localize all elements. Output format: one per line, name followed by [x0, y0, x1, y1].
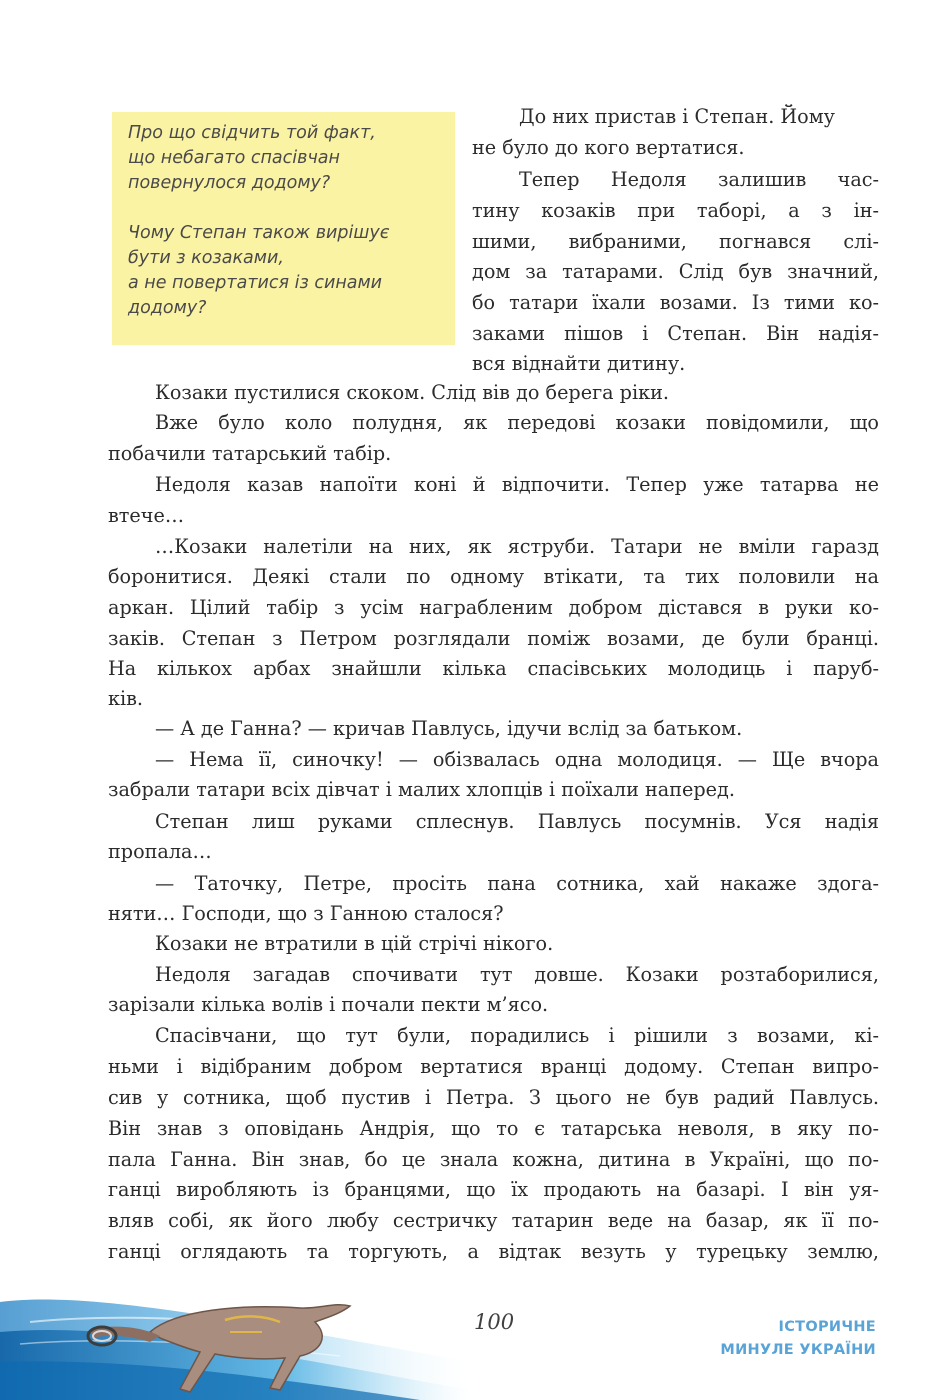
text-line: Він знав з оповідань Андрія, що то є татарська неволя, в яку по- [108, 1117, 879, 1140]
text-line: тину козаків при таборі, а з ін- [472, 199, 879, 222]
text-line: шими, вибраними, погнався слі- [472, 230, 879, 253]
text-line: забрали татари всіх дівчат і малих хлопців і поїхали наперед. [108, 778, 735, 801]
text-line: Тепер Недоля залишив час- [519, 168, 879, 191]
question-1: Про що свідчить той факт, що небагато спасівчан повернулося додому? [128, 123, 376, 193]
text-line: Недоля казав напоїти коні й відпочити. Тепер уже татарва не [155, 473, 879, 496]
text-line: дом за татарами. Слід був значний, [472, 260, 879, 283]
section-title [720, 1316, 876, 1362]
text-line: — Таточку, Петре, просіть пана сотника, хай накаже здога- [155, 872, 879, 895]
text-line: — Нема її, синочку! — обізвалась одна молодиця. — Ще вчора [155, 748, 879, 771]
text-line: …Козаки налетіли на них, як яструби. Татари не вміли гаразд [155, 535, 879, 558]
text-line: На кількох арбах знайшли кілька спасівських молодиць і паруб- [108, 657, 879, 680]
text-line: аркан. Цілий табір з усім награбленим добром дістався в руки ко- [108, 596, 879, 619]
section-title-line-2: МИНУЛЕ УКРАЇНИ [720, 1342, 876, 1358]
text-line: ків. [108, 687, 144, 710]
text-line: побачили татарський табір. [108, 442, 392, 465]
text-line: сив у сотника, щоб пустив і Петра. З цього не був радий Павлусь. [108, 1086, 879, 1109]
text-line: заками пішов і Степан. Він надія- [472, 322, 879, 345]
text-line: бо татари їхали возами. Із тими ко- [472, 291, 879, 314]
text-line: ньми і відібраним добром вертатися вранці додому. Степан випро- [108, 1055, 879, 1078]
text-line: — А де Ганна? — кричав Павлусь, ідучи вслід за батьком. [155, 717, 743, 740]
text-line: боронитися. Деякі стали по одному втікати, та тих половили на [108, 565, 879, 588]
text-line: ганці виробляють із бранцями, що їх продають на базарі. І він уя- [108, 1178, 879, 1201]
horse-rider-illustration [0, 1292, 470, 1400]
text-line: не було до кого вертатися. [472, 136, 745, 159]
page-number: 100 [474, 1310, 515, 1334]
text-line: Вже було коло полудня, як передові козаки повідомили, що [155, 411, 879, 434]
text-line: До них пристав і Степан. Йому [519, 105, 835, 128]
text-line: пропала… [108, 840, 212, 863]
text-line: пала Ганна. Він знав, бо це знала кожна, дитина в Україні, що по- [108, 1148, 879, 1171]
text-line: вся віднайти дитину. [472, 352, 686, 375]
text-line: Спасівчани, що тут були, порадились і рішили з возами, кі- [155, 1024, 879, 1047]
section-title-line-1: ІСТОРИЧНЕ [778, 1319, 876, 1335]
text-line: няти… Господи, що з Ганною сталося? [108, 902, 504, 925]
text-line: заків. Степан з Петром розглядали поміж возами, де були бранці. [108, 627, 879, 650]
text-line: Козаки не втратили в цій стрічі нікого. [155, 932, 554, 955]
text-line: Степан лиш руками сплеснув. Павлусь посумнів. Уся надія [155, 810, 879, 833]
text-line: втече… [108, 504, 185, 527]
text-line: зарізали кілька волів і почали пекти м’ясо. [108, 993, 549, 1016]
question-2: Чому Степан також вирішує бути з козаками, а не повертатися із синами додому? [128, 223, 390, 318]
text-line: вляв собі, як його любу сестричку татарин веде на базар, як її по- [108, 1209, 879, 1232]
text-line: Козаки пустилися скоком. Слід вів до берега ріки. [155, 381, 669, 404]
text-line: ганці оглядають та торгують, а відтак везуть у турецьку землю, [108, 1240, 879, 1263]
question-box [112, 112, 455, 345]
text-line: Недоля загадав спочивати тут довше. Козаки розтаборилися, [155, 963, 879, 986]
